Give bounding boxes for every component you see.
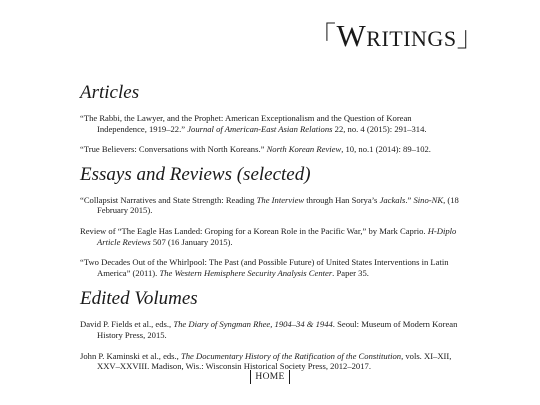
citation-entry bbox=[80, 351, 460, 372]
citation-text: through Han Sorya’s bbox=[304, 194, 380, 205]
citation-text: John P. Kaminski et al., eds., bbox=[80, 350, 181, 361]
citation-entry bbox=[80, 113, 460, 134]
section-edited-volumes bbox=[80, 288, 460, 371]
citation-title: The Diary of Syngman Rhee, 1904–34 & 1944 bbox=[173, 319, 333, 330]
citation-title: Sino-NK bbox=[413, 194, 444, 205]
section-heading: Articles bbox=[80, 82, 140, 103]
citation-entry bbox=[80, 144, 460, 155]
writings-list bbox=[80, 82, 460, 382]
citation-text: “The Rabbi, the Lawyer, and the Prophet: American Exceptionalism and the Question of Korean Independence, 1919–22.” bbox=[80, 113, 412, 134]
citation-title: The Documentary History of the Ratification of the Constitution bbox=[180, 350, 402, 361]
citation-text: , 10, no.1 (2014): 89–102. bbox=[341, 144, 431, 155]
title-rest: RITINGS bbox=[366, 26, 457, 51]
citation-text: , (18 February 2015). bbox=[97, 194, 459, 216]
section-heading: Edited Volumes bbox=[80, 288, 198, 310]
citation-text: “True Believers: Conversations with North Koreans.” bbox=[80, 144, 267, 155]
citation-text: , vols. XI–XII, XXV–XXVIII. Madison, Wis.: Wisconsin Historical Society Press, 2012–2017. bbox=[97, 350, 452, 372]
citation-entry bbox=[80, 195, 460, 216]
citation-entry bbox=[80, 257, 460, 278]
footer-nav bbox=[0, 370, 540, 384]
citation-text: .” bbox=[405, 194, 414, 205]
citation-title: Jackals bbox=[379, 194, 406, 205]
title-initial: W bbox=[336, 18, 367, 53]
citation-title: Journal of American-East Asian Relations bbox=[187, 123, 333, 134]
home-link[interactable]: HOME bbox=[250, 370, 289, 384]
title-bracket-close: 」 bbox=[456, 22, 486, 53]
citation-title: The Interview bbox=[256, 194, 305, 205]
section-essays-reviews bbox=[80, 164, 460, 279]
citation-text: . Paper 35. bbox=[332, 267, 369, 278]
citation-text: . Seoul: Museum of Modern Korean History Press, 2015. bbox=[97, 319, 458, 340]
citation-text: 22, no. 4 (2015): 291–314. bbox=[332, 123, 427, 134]
section-articles bbox=[80, 82, 460, 155]
page-title bbox=[308, 20, 485, 52]
citation-title: North Korean Review bbox=[266, 144, 342, 155]
section-heading: Essays and Reviews (selected) bbox=[80, 163, 311, 185]
citation-text: 507 (16 January 2015). bbox=[150, 236, 233, 247]
citation-text: “Collapsist Narratives and State Strength: Reading bbox=[80, 194, 257, 205]
citation-text: David P. Fields et al., eds., bbox=[80, 319, 174, 330]
citation-text: Review of “The Eagle Has Landed: Groping for a Korean Role in the Pacific War,” by Mark Caprio. bbox=[80, 225, 428, 236]
title-bracket-open: 「 bbox=[308, 22, 337, 53]
citation-title: H-Diplo Article Reviews bbox=[97, 225, 457, 247]
citation-title: The Western Hemisphere Security Analysis Center bbox=[159, 267, 333, 278]
citation-entry bbox=[80, 319, 460, 340]
citation-text: “Two Decades Out of the Whirlpool: The Past (and Possible Future) of United States Interventions in Latin America” (2011). bbox=[80, 257, 449, 278]
citation-entry bbox=[80, 226, 460, 247]
